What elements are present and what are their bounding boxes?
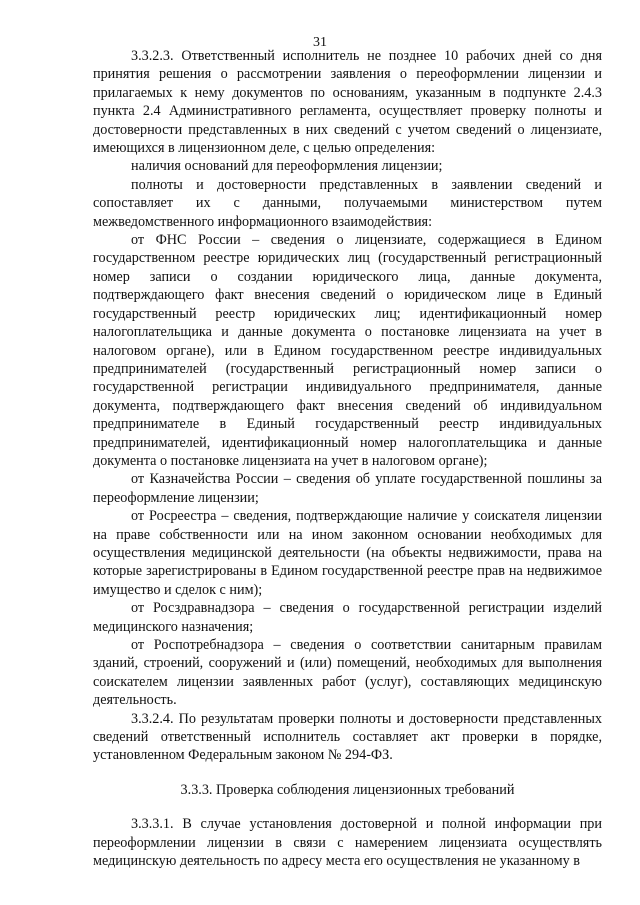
paragraph-fns: от ФНС России – сведения о лицензиате, содержащиеся в Едином государственном реестре юридических лиц (государственный регистрационный номер записи о создании юридического лица, данные документа, подтверждающего факт внесения сведений о юридическом лице в Единый государственный реестр юридических лиц; идентификационный номер налогоплательщика и данные документа о постановке лицензиата на учет в налоговом органе), или в Едином государственном реестре индивидуальных предпринимателей (государственный регистрационный номер записи о государственной регистрации индивидуального предпринимателя, данные документа, подтверждающего факт внесения сведений об индивидуальном предпринимателе в Единый государственный реестр индивидуальных предпринимателей, идентификационный номер налогоплательщика и данные документа о постановке лицензиата на учет в налоговом органе); <box>93 232 602 469</box>
page-number: 31 <box>313 35 327 50</box>
paragraph-roszdravnadzor: от Росздравнадзора – сведения о государственной регистрации изделий медицинского назначения; <box>93 600 602 635</box>
document-body <box>93 47 602 870</box>
paragraph-3-3-3-1: 3.3.3.1. В случае установления достоверной и полной информации при переоформлении лицензии в связи с намерением лицензиата осуществлять медицинскую деятельность по адресу места его осуществления не указанному в <box>93 816 602 870</box>
paragraph-completeness: полноты и достоверности представленных в заявлении сведений и сопоставляет их с данными, получаемыми министерством путем межведомственного информационного взаимодействия: <box>93 176 602 230</box>
paragraph-rosreestr: от Росреестра – сведения, подтверждающие наличие у соискателя лицензии на праве собственности или на ином законном основании необходимых для осуществления медицинской деятельности (на объекты недвижимости, права на которые зарегистрированы в Едином государственной реестре прав на недвижимое имущество и сделок с ним); <box>93 508 602 598</box>
paragraph-grounds: наличия оснований для переоформления лицензии; <box>131 158 443 175</box>
paragraph-3-3-2-4: 3.3.2.4. По результатам проверки полноты и достоверности представленных сведений ответственный исполнитель составляет акт проверки в порядке, установленном Федеральным законом № 294-ФЗ. <box>93 710 602 764</box>
section-heading: 3.3.3. Проверка соблюдения лицензионных требований <box>180 781 515 798</box>
paragraph-treasury: от Казначейства России – сведения об уплате государственной пошлины за переоформление лицензии; <box>93 471 602 506</box>
paragraph-3-3-2-3: 3.3.2.3. Ответственный исполнитель не позднее 10 рабочих дней со дня принятия решения о рассмотрении заявления о переоформлении лицензии и прилагаемых к нему документов по основаниям, указанным в подпункте 2.4.3 пункта 2.4 Административного регламента, осуществляет проверку полноты и достоверности представленных в них сведений с учетом сведений о лицензиате, имеющихся в лицензионном деле, с целью определения: <box>93 48 602 157</box>
paragraph-rospotrebnadzor: от Роспотребнадзора – сведения о соответствии санитарным правилам зданий, строений, сооружений и (или) помещений, необходимых для выполнения соискателем лицензии заявленных работ (услуг), составляющих медицинскую деятельность. <box>93 637 602 709</box>
